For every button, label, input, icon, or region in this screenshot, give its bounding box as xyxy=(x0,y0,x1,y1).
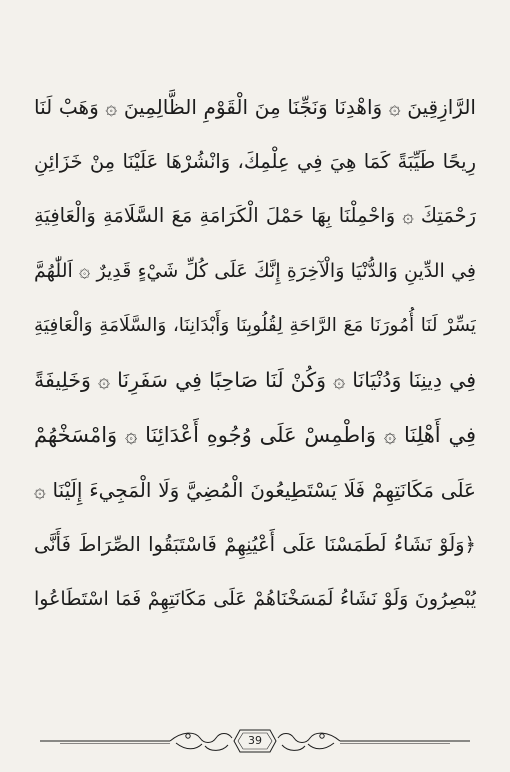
text-line-4: فِي الدِّينِ وَالدُّنْيَا وَالْآخِرَةِ إِنَّكَ عَلَى كُلِّ شَيْءٍ قَدِيرٌ ۞ اَللّٰهُمَّ xyxy=(34,260,476,283)
page-number: 39 xyxy=(248,734,262,747)
arabic-prayer-text xyxy=(34,80,476,627)
text-line-7: فِي أَهْلِنَا ۞ وَاطْمِسْ عَلَى وُجُوهِ أَعْدَائِنَا ۞ وَامْسَخْهُمْ xyxy=(34,423,476,448)
text-line-5: يَسِّرْ لَنَا أُمُورَنَا مَعَ الرَّاحَةِ لِقُلُوبِنَا وَأَبْدَانِنَا، وَالسَّلَامَةِ وَالْعَافِيَةِ xyxy=(34,314,476,336)
text-line-6: فِي دِينِنَا وَدُنْيَانَا ۞ وَكُنْ لَنَا صَاحِبًا فِي سَفَرِنَا ۞ وَخَلِيفَةً xyxy=(34,368,476,393)
text-line-2: رِيحًا طَيِّبَةً كَمَا هِيَ فِي عِلْمِكَ، وَانْشُرْهَا عَلَيْنَا مِنْ خَزَائِنِ xyxy=(34,149,476,173)
text-line-3: رَحْمَتِكَ ۞ وَاحْمِلْنَا بِهَا حَمْلَ الْكَرَامَةِ مَعَ السَّلَامَةِ وَالْعَافِيَةِ xyxy=(34,204,476,228)
text-line-8: عَلَى مَكَانَتِهِمْ فَلَا يَسْتَطِيعُونَ الْمُضِيَّ وَلَا الْمَجِيءَ إِلَيْنَا ۞ xyxy=(34,477,476,502)
page-footer-ornament xyxy=(0,726,510,756)
text-line-10: يُبْصِرُونَ وَلَوْ نَشَاءُ لَمَسَخْنَاهُمْ عَلَى مَكَانَتِهِمْ فَمَا اسْتَطَاعُوا xyxy=(34,588,476,611)
text-line-1: الرَّازِقِينَ ۞ وَاهْدِنَا وَنَجِّنَا مِنَ الْقَوْمِ الظَّالِمِينَ ۞ وَهَبْ لَنَا xyxy=(34,95,476,119)
text-line-9: ﴿وَلَوْ نَشَاءُ لَطَمَسْنَا عَلَى أَعْيُنِهِمْ فَاسْتَبَقُوا الصِّرَاطَ فَأَنَّى xyxy=(34,532,476,556)
